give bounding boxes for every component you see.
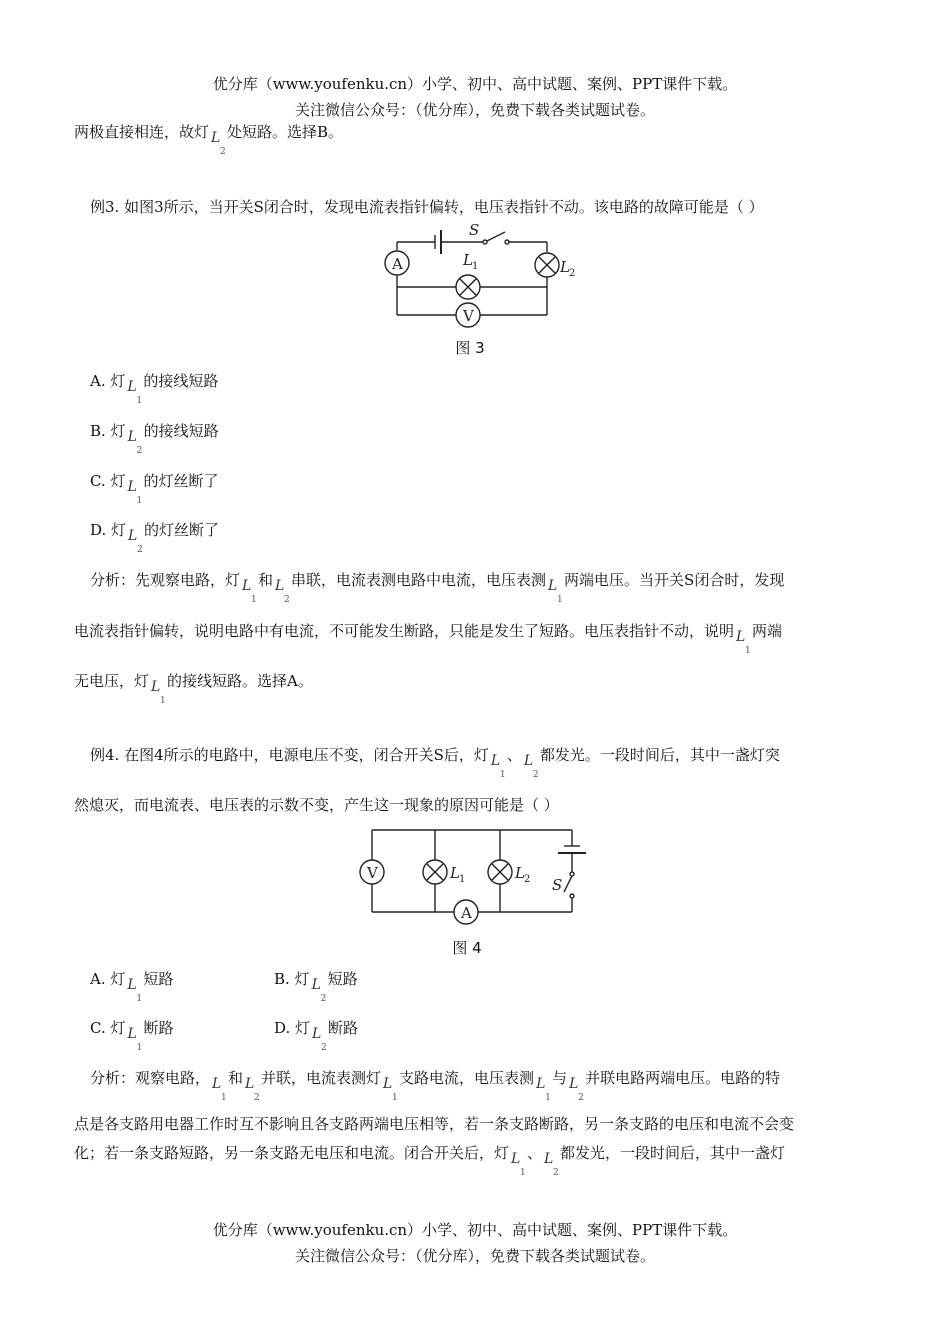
ex4-analysis-line-2: 点是各支路用电器工作时互不影响且各支路两端电压相等，若一条支路断路，另一条支路的电压和电流不会变 — [74, 1115, 795, 1133]
ex3-analysis-line-1: 分析：先观察电路，灯 L 1 和 L 2 串联，电流表测电路中电流，电压表测 L 1 两端电压。当开关S闭合时，发现 — [90, 571, 785, 605]
footer-line-1: 优分库（www.youfenku.cn）小学、初中、高中试题、案例、PPT课件下载。 — [212, 1221, 738, 1239]
symbol-l2: L 2 — [544, 1151, 559, 1178]
symbol-l1: L 1 — [548, 578, 563, 605]
figure-4-caption: 图 4 — [452, 939, 482, 957]
fig3-l2-label: L — [560, 258, 570, 276]
text: 两极直接相连，故灯 — [74, 123, 210, 141]
ex4-analysis-line-3: 化；若一条支路短路，另一条支路无电压和电流。闭合开关后，灯 L 1 、 L 2 都发光，一段时间后，其中一盏灯 — [74, 1144, 786, 1178]
fig4-l1-label: L — [450, 864, 460, 882]
symbol-l2: L 2 — [312, 1026, 327, 1053]
example-3-question: 例3. 如图3所示，当开关S闭合时，发现电流表指针偏转，电压表指针不动。该电路的故障可能是（ ） — [90, 198, 764, 216]
fig3-switch-label: S — [469, 221, 480, 239]
symbol-l1: L 1 — [127, 379, 143, 406]
text: 处短路。选择B。 — [227, 123, 344, 141]
symbol-l1: L 1 — [212, 1076, 227, 1103]
fig4-l2-sub: 2 — [524, 874, 531, 885]
ex4-option-b: B. 灯 L 2 短路 — [274, 970, 358, 1004]
header-line-2: 关注微信公众号：（优分库），免费下载各类试题试卷。 — [294, 101, 655, 119]
symbol-l1: L 1 — [151, 679, 166, 706]
ex3-option-d: D. 灯 L 2 的灯丝断了 — [90, 521, 220, 555]
symbol-l1: L 1 — [242, 578, 257, 605]
symbol-l1: L 1 — [127, 1026, 143, 1053]
symbol-l2: L 2 — [275, 578, 290, 605]
ex4-analysis-line-1: 分析：观察电路， L 1 和 L 2 并联，电流表测灯 L 1 支路电流，电压表测 L 1 与 L 2 并联电路两端电压。电路的特 — [90, 1069, 781, 1103]
ex3-option-c: C. 灯 L 1 的灯丝断了 — [90, 472, 219, 506]
ex4-option-c: C. 灯 L 1 断路 — [90, 1019, 174, 1053]
fig4-ammeter-label: A — [461, 904, 472, 922]
footer-line-2: 关注微信公众号：（优分库），免费下载各类试题试卷。 — [294, 1247, 655, 1265]
figure-4-circuit — [350, 820, 600, 932]
fig4-switch-label: S — [552, 876, 563, 894]
symbol-l1: L 1 — [490, 753, 506, 780]
symbol-l1: L 1 — [383, 1076, 398, 1103]
ex3-option-a: A. 灯 L 1 的接线短路 — [90, 372, 219, 406]
header-line-1: 优分库（www.youfenku.cn）小学、初中、高中试题、案例、PPT课件下载。 — [212, 75, 738, 93]
fig3-l1-sub: 1 — [472, 261, 479, 272]
symbol-l1: L 1 — [511, 1151, 526, 1178]
fig4-l2-label: L — [515, 864, 525, 882]
fig4-l1-sub: 1 — [459, 874, 466, 885]
symbol-l2: L 2 — [311, 977, 327, 1004]
figure-3-caption: 图 3 — [455, 339, 485, 357]
symbol-l2: L 2 — [569, 1076, 584, 1103]
fig3-voltmeter-label: V — [463, 307, 474, 325]
fig4-voltmeter-label: V — [367, 864, 378, 882]
fig3-ammeter-label: A — [392, 255, 403, 273]
ex4-question-line-1: 例4. 在图4所示的电路中，电源电压不变，闭合开关S后，灯 L 1 、 L 2 都发光。一段时间后，其中一盏灯突 — [90, 746, 780, 780]
symbol-l1: L 1 — [127, 977, 143, 1004]
fig3-l1-label: L — [463, 251, 473, 269]
continuation-line — [74, 122, 344, 157]
ex3-option-b: B. 灯 L 2 的接线短路 — [90, 422, 219, 456]
ex4-option-a: A. 灯 L 1 短路 — [90, 970, 174, 1004]
figure-3-circuit — [375, 220, 585, 330]
ex3-analysis-line-3: 无电压，灯 L 1 的接线短路。选择A。 — [74, 672, 313, 706]
symbol-l2: L 2 — [127, 429, 143, 456]
symbol-l1: L 1 — [536, 1076, 551, 1103]
ex4-question-line-2: 然熄灭，而电流表、电压表的示数不变，产生这一现象的原因可能是（ ） — [74, 796, 559, 814]
symbol-l2: L 2 — [211, 130, 226, 157]
fig3-l2-sub: 2 — [569, 268, 576, 279]
ex3-analysis-line-2: 电流表指针偏转，说明电路中有电流，不可能发生断路，只能是发生了短路。电压表指针不动，说明 L 1 两端 — [74, 622, 783, 656]
symbol-l2: L 2 — [523, 753, 539, 780]
ex4-option-d: D. 灯 L 2 断路 — [274, 1019, 359, 1053]
symbol-l2: L 2 — [128, 528, 143, 555]
symbol-l1: L 1 — [736, 629, 751, 656]
symbol-l1: L 1 — [127, 479, 143, 506]
symbol-l2: L 2 — [245, 1076, 260, 1103]
